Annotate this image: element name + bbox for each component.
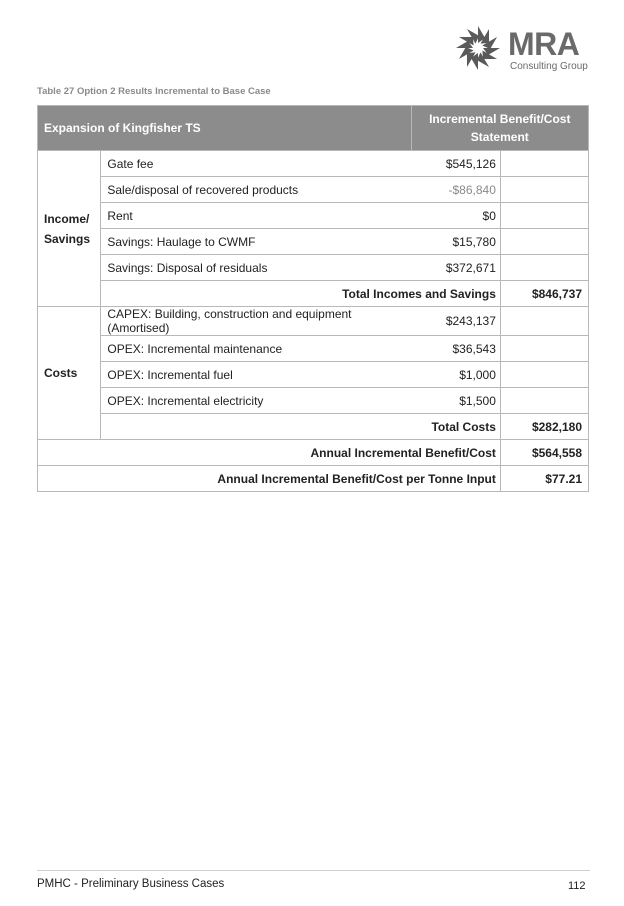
cost-total-label: Total Costs: [101, 414, 501, 440]
row-total-cell: [500, 203, 588, 229]
group-label-costs: Costs: [38, 307, 101, 440]
row-item: Sale/disposal of recovered products: [101, 177, 411, 203]
company-logo: [452, 22, 592, 74]
annual-row: [38, 440, 589, 466]
row-total-cell: [500, 388, 588, 414]
row-value: -$86,840: [411, 177, 500, 203]
table-row: [38, 255, 589, 281]
logo-subtitle: Consulting Group: [510, 61, 588, 72]
annual-label: Annual Incremental Benefit/Cost: [38, 440, 501, 466]
table-row: [38, 388, 589, 414]
annual-value: $564,558: [500, 440, 588, 466]
row-total-cell: [500, 307, 588, 336]
row-item: OPEX: Incremental fuel: [101, 362, 411, 388]
row-item: Gate fee: [101, 151, 411, 177]
row-value: $372,671: [411, 255, 500, 281]
table-row: [38, 203, 589, 229]
table-caption: Table 27 Option 2 Results Incremental to Base Case: [37, 86, 271, 97]
row-value: $1,000: [411, 362, 500, 388]
row-value: $243,137: [411, 307, 500, 336]
row-total-cell: [500, 336, 588, 362]
row-value: $15,780: [411, 229, 500, 255]
table-header-row: [38, 106, 589, 151]
group-label-income: Income/ Savings: [38, 151, 101, 307]
row-item: CAPEX: Building, construction and equipment (Amortised): [101, 307, 411, 336]
per-tonne-row: [38, 466, 589, 492]
logo-text: MRA: [508, 26, 580, 62]
per-tonne-value: $77.21: [500, 466, 588, 492]
cost-total-row: [38, 414, 589, 440]
row-value: $36,543: [411, 336, 500, 362]
table-row: [38, 151, 589, 177]
row-total-cell: [500, 229, 588, 255]
page-number: 112: [568, 880, 586, 892]
row-total-cell: [500, 151, 588, 177]
per-tonne-label: Annual Incremental Benefit/Cost per Tonne Input: [38, 466, 501, 492]
row-total-cell: [500, 177, 588, 203]
table-row: [38, 177, 589, 203]
income-total-label: Total Incomes and Savings: [101, 281, 501, 307]
row-item: OPEX: Incremental electricity: [101, 388, 411, 414]
cost-total-value: $282,180: [500, 414, 588, 440]
table-row: [38, 362, 589, 388]
footer-title: PMHC - Preliminary Business Cases: [37, 878, 225, 890]
row-item: OPEX: Incremental maintenance: [101, 336, 411, 362]
row-total-cell: [500, 362, 588, 388]
mra-logo-icon: [452, 22, 504, 74]
table-row: [38, 336, 589, 362]
income-total-value: $846,737: [500, 281, 588, 307]
row-item: Rent: [101, 203, 411, 229]
header-left: Expansion of Kingfisher TS: [38, 106, 412, 151]
row-item: Savings: Disposal of residuals: [101, 255, 411, 281]
row-total-cell: [500, 255, 588, 281]
results-table: [37, 105, 589, 492]
footer-divider: [37, 870, 590, 871]
row-item: Savings: Haulage to CWMF: [101, 229, 411, 255]
table-row: [38, 307, 589, 336]
header-right: Incremental Benefit/Cost Statement: [411, 106, 588, 151]
income-total-row: [38, 281, 589, 307]
table-row: [38, 229, 589, 255]
row-value: $1,500: [411, 388, 500, 414]
row-value: $545,126: [411, 151, 500, 177]
row-value: $0: [411, 203, 500, 229]
